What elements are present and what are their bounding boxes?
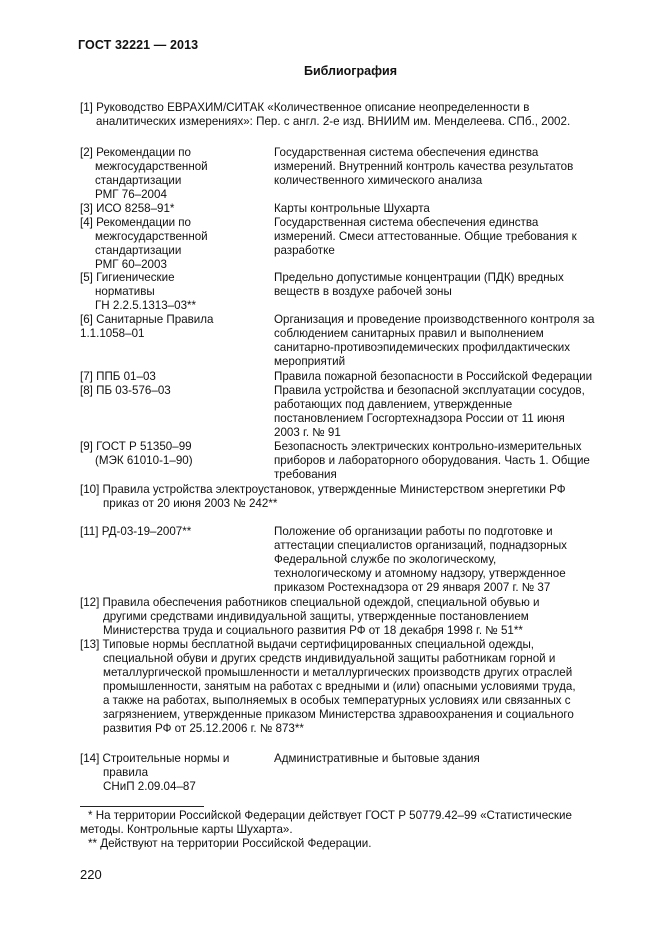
entry-reference	[80, 384, 171, 398]
entry-description	[274, 440, 624, 482]
entry-line: загрязнением, утвержденные приказом Министерства здравоохранения и социального	[103, 708, 574, 721]
bib-entry-12	[80, 596, 620, 638]
entry-line: [6] Санитарные Правила	[80, 313, 214, 326]
entry-reference	[80, 216, 208, 272]
entry-description	[274, 271, 624, 299]
entry-line: Предельно допустимые концентрации (ПДК) вредных	[274, 271, 564, 284]
entry-reference	[80, 202, 174, 216]
entry-line: аттестации специалистов организаций, поднадзорных	[274, 539, 567, 552]
document-header: ГОСТ 32221 — 2013	[78, 38, 199, 52]
footnote-line: методы. Контрольные карты Шухарта».	[80, 823, 293, 836]
entry-line: а также на работах, выполняемых в особых температурных условиях или связанных с	[103, 694, 571, 707]
entry-reference	[80, 440, 193, 468]
entry-line: промышленности, занятым на работах с вредными и (или) опасными условиями труда,	[103, 680, 576, 693]
entry-line: межгосударственной	[95, 230, 208, 243]
entry-line: [4] Рекомендации по	[80, 216, 192, 229]
entry-line: [8] ПБ 03-576–03	[80, 384, 171, 397]
entry-line: измерений. Смеси аттестованные. Общие требования к	[274, 230, 577, 243]
entry-line: технологическому и атомному надзору, утвержденное	[274, 567, 566, 580]
entry-reference	[80, 313, 214, 341]
entry-line: [10] Правила устройства электроустановок, утвержденные Министерством энергетики РФ	[80, 483, 566, 496]
entry-line: [3] ИСО 8258–91*	[80, 202, 175, 215]
entry-line: [12] Правила обеспечения работников специальной одеждой, специальной обувью и	[80, 596, 540, 609]
entry-line: разработке	[274, 244, 335, 257]
entry-line: Безопасность электрических контрольно-измерительных	[274, 440, 582, 453]
entry-line: Правила пожарной безопасности в Российской Федерации	[274, 370, 593, 383]
entry-description	[274, 384, 624, 440]
entry-line: 1.1.1058–01	[80, 327, 145, 340]
entry-line: соблюдением санитарных правил и выполнением	[274, 327, 544, 340]
entry-line: [9] ГОСТ Р 51350–99	[80, 440, 192, 453]
entry-line: Правила устройства и безопасной эксплуатации сосудов,	[274, 384, 585, 397]
entry-line: РМГ 60–2003	[95, 258, 167, 271]
entry-line: Карты контрольные Шухарта	[274, 202, 430, 215]
entry-line: 2003 г. № 91	[274, 426, 341, 439]
entry-line: [14] Строительные нормы и	[80, 752, 230, 765]
entry-line: (МЭК 61010-1–90)	[95, 454, 193, 467]
footnote-line: * На территории Российской Федерации действует ГОСТ Р 50779.42–99 «Статистические	[88, 809, 572, 822]
bib-entry-1	[80, 101, 620, 129]
entry-description	[274, 146, 624, 188]
entry-line: требования	[274, 468, 337, 481]
entry-description	[274, 216, 624, 258]
entry-description	[274, 313, 624, 369]
entry-line: РМГ 76–2004	[95, 188, 167, 201]
entry-line: санитарно-противоэпидемических профилдактических	[274, 341, 571, 354]
entry-line: [7] ППБ 01–03	[80, 370, 156, 383]
footnote-divider	[80, 806, 204, 807]
entry-line: Федеральной службе по экологическому,	[274, 553, 497, 566]
entry-line: межгосударственной	[95, 160, 208, 173]
entry-line: [11] РД-03-19–2007**	[80, 525, 192, 538]
entry-line: мероприятий	[274, 355, 346, 368]
entry-line: Государственная система обеспечения единства	[274, 146, 539, 159]
entry-reference	[80, 752, 229, 794]
entry-line: развития РФ от 25.12.2006 г. № 873**	[103, 722, 304, 735]
bib-entry-13	[80, 638, 620, 736]
entry-line: приказ от 20 июня 2003 № 242**	[103, 497, 278, 510]
footnote-2	[80, 837, 620, 851]
entry-line: ГН 2.2.5.1313–03**	[95, 299, 197, 312]
entry-description	[274, 370, 624, 384]
entry-line: Министерства труда и социального развития РФ от 18 декабря 1998 г. № 51**	[103, 624, 523, 637]
entry-line: Положение об организации работы по подготовке и	[274, 525, 553, 538]
entry-line: работающих под давлением, утвержденные	[274, 398, 513, 411]
entry-line: другими средствами индивидуальной защиты, утвержденные постановлением	[103, 610, 529, 623]
entry-line: [5] Гигиенические	[80, 271, 175, 284]
entry-line: веществ в воздухе рабочей зоны	[274, 285, 452, 298]
entry-line: стандартизации	[95, 174, 182, 187]
footnote-1	[80, 809, 620, 837]
entry-reference	[80, 271, 196, 313]
entry-line: Государственная система обеспечения единства	[274, 216, 539, 229]
entry-description	[274, 525, 624, 595]
entry-line: специальной обуви и других средств индивидуальной защиты работникам горной и	[103, 652, 556, 665]
entry-line: правила	[103, 766, 149, 779]
bib-entry-10	[80, 483, 620, 511]
entry-line: нормативы	[95, 285, 155, 298]
entry-line: [1] Руководство ЕВРАХИМ/СИТАК «Количественное описание неопределенности в	[80, 101, 530, 114]
entry-line: аналитических измерениях»: Пер. с англ. 2-е изд. ВНИИМ им. Менделеева. СПб., 2002.	[96, 115, 571, 128]
entry-line: СНиП 2.09.04–87	[103, 780, 196, 793]
entry-reference	[80, 146, 208, 202]
entry-line: Административные и бытовые здания	[274, 752, 480, 765]
entry-line: [13] Типовые нормы бесплатной выдачи сертифицированных специальной одежды,	[80, 638, 535, 651]
entry-description	[274, 202, 624, 216]
page-number: 220	[80, 867, 102, 882]
entry-line: приказом Ростехнадзора от 29 января 2007 г. № 37	[274, 581, 551, 594]
entry-reference	[80, 370, 156, 384]
entry-line: стандартизации	[95, 244, 182, 257]
entry-line: количественного химического анализа	[274, 174, 483, 187]
entry-line: [2] Рекомендации по	[80, 146, 192, 159]
entry-line: металлургической промышленности и металлургических производств других отраслей	[103, 666, 573, 679]
entry-line: измерений. Внутренний контроль качества результатов	[274, 160, 574, 173]
footnote-line: ** Действуют на территории Российской Федерации.	[88, 837, 372, 850]
entry-reference	[80, 525, 191, 539]
entry-description	[274, 752, 624, 766]
section-title: Библиография	[303, 64, 398, 78]
entry-line: Организация и проведение производственного контроля за	[274, 313, 595, 326]
entry-line: постановлением Госгортехнадзора России от 11 июня	[274, 412, 565, 425]
entry-line: приборов и лабораторного оборудования. Часть 1. Общие	[274, 454, 590, 467]
